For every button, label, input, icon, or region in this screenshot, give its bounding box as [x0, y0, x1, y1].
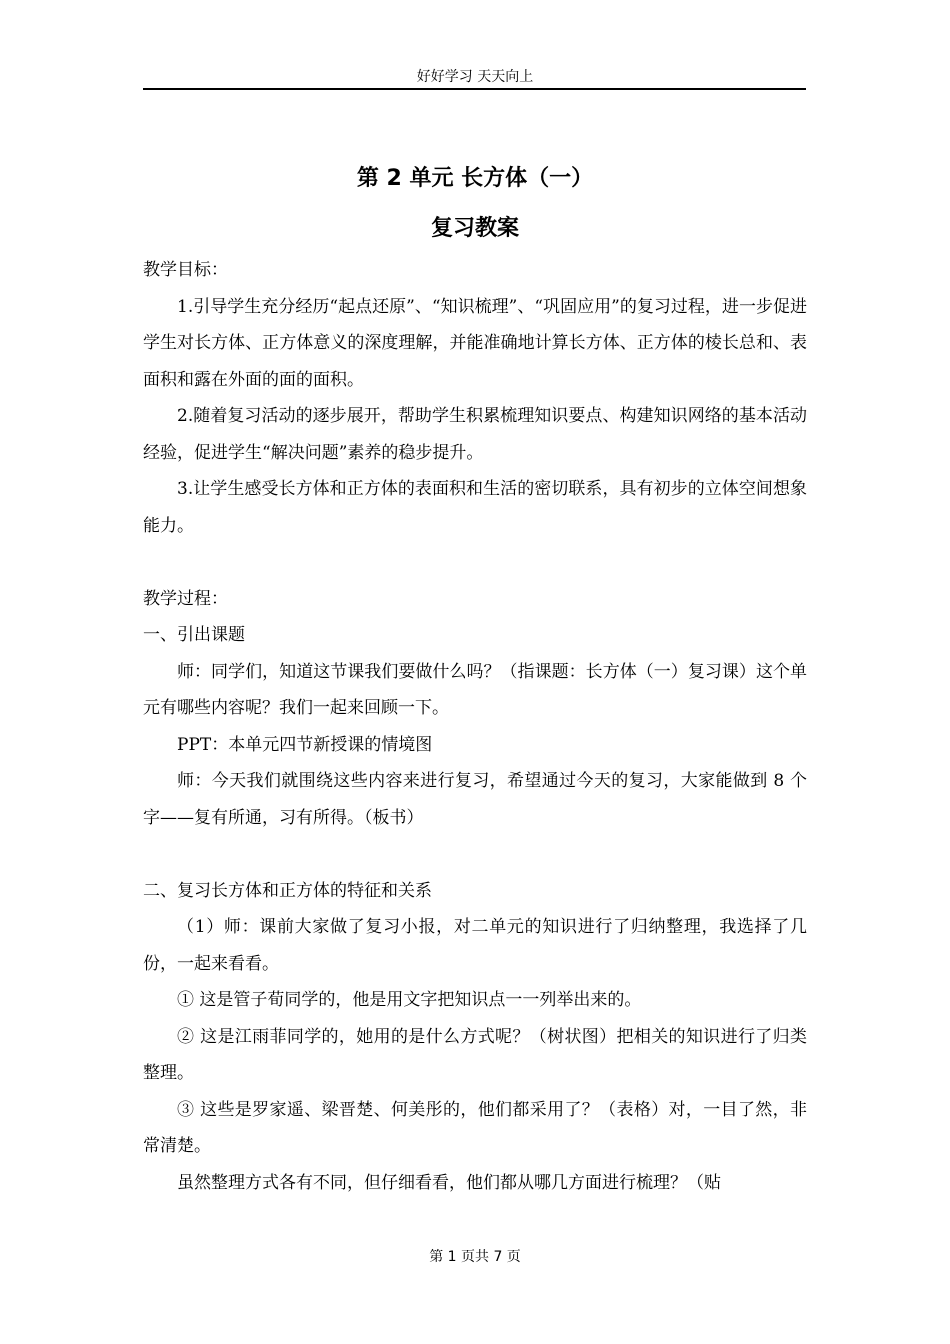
objective-item: 3.让学生感受长方体和正方体的表面积和生活的密切联系，具有初步的立体空间想象能力。	[143, 479, 807, 536]
paragraph: 虽然整理方式各有不同，但仔细看看，他们都从哪几方面进行梳理？（贴	[177, 1172, 721, 1193]
objective-item: 1.引导学生充分经历“起点还原”、“知识梳理”、“巩固应用”的复习过程，进一步促进学生对长方体、正方体意义的深度理解，并能准确地计算长方体、正方体的棱长总和、表面积和露在外面的面的面积。	[143, 296, 807, 390]
page-header: 好好学习 天天向上	[416, 69, 534, 85]
spacer	[143, 544, 807, 581]
paragraph: 师：同学们，知道这节课我们要做什么吗？（指课题：长方体（一）复习课）这个单元有哪些内容呢？我们一起来回顾一下。	[143, 661, 807, 718]
paragraph: ② 这是江雨菲同学的，她用的是什么方式呢？（树状图）把相关的知识进行了归类整理。	[143, 1026, 807, 1083]
process-heading: 教学过程：	[143, 588, 228, 609]
paragraph: 师：今天我们就围绕这些内容来进行复习，希望通过今天的复习，大家能做到 8 个字——复有所通，习有所得。（板书）	[143, 771, 807, 828]
paragraph: （1）师：课前大家做了复习小报，对二单元的知识进行了归纳整理，我选择了几份，一起来看看。	[143, 917, 807, 974]
header-divider	[143, 88, 806, 90]
document-body	[143, 252, 807, 1201]
document-title: 第 2 单元 长方体（一）	[356, 166, 594, 191]
paragraph: ③ 这些是罗家遥、梁晋楚、何美彤的，他们都采用了？（表格）对，一目了然，非常清楚。	[143, 1099, 807, 1156]
objective-item: 2.随着复习活动的逐步展开，帮助学生积累梳理知识要点、构建知识网络的基本活动经验，促进学生“解决问题”素养的稳步提升。	[143, 406, 807, 463]
section-heading: 一、引出课题	[143, 625, 245, 645]
paragraph: ① 这是管子荀同学的，他是用文字把知识点一一列举出来的。	[177, 990, 642, 1010]
section-heading: 二、复习长方体和正方体的特征和关系	[143, 880, 432, 901]
page-footer: 第 1 页共 7 页	[429, 1249, 521, 1265]
spacer	[143, 836, 807, 873]
objectives-heading: 教学目标：	[143, 260, 228, 280]
paragraph: PPT：本单元四节新授课的情境图	[177, 734, 433, 755]
document-subtitle: 复习教案	[430, 216, 519, 241]
